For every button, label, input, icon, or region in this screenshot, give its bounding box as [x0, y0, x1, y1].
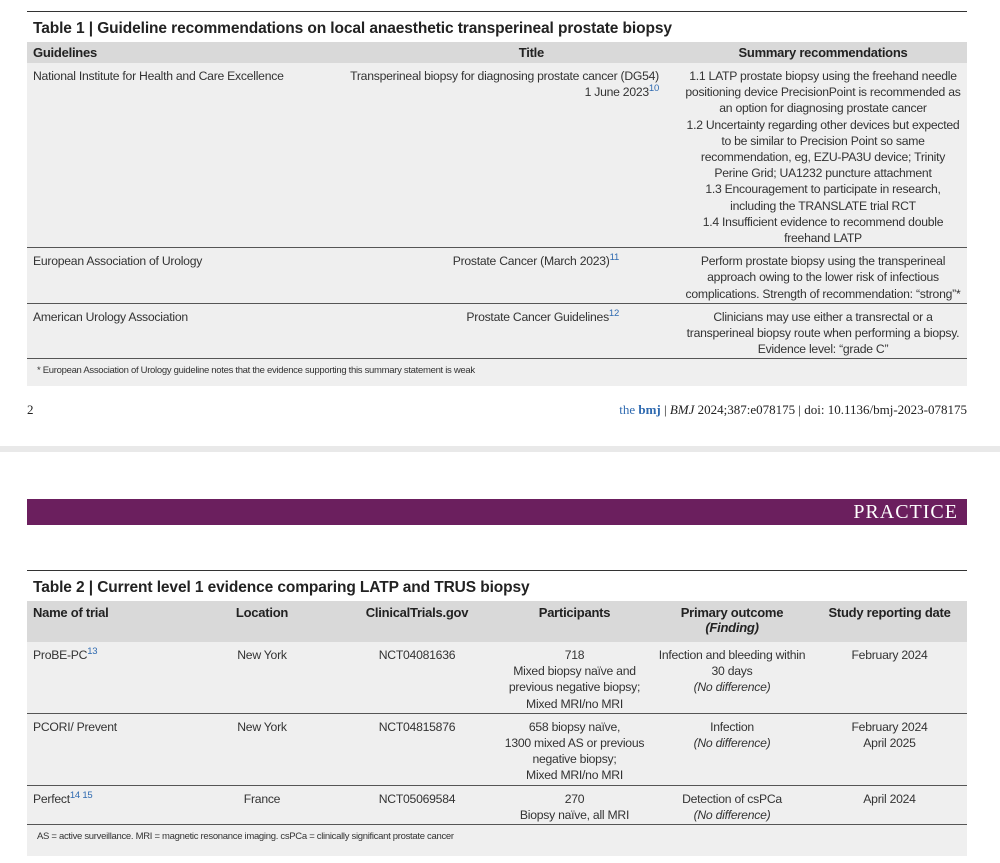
- journal-name: BMJ: [669, 402, 695, 417]
- header-location: Location: [187, 601, 337, 642]
- summary-item: 1.4 Insufficient evidence to recommend double freehand LATP: [702, 214, 944, 246]
- finding-text: (No difference): [693, 680, 771, 695]
- table-2: [27, 570, 967, 856]
- clinicaltrials-id: NCT05069584: [337, 785, 497, 824]
- outcome-cell: [652, 713, 812, 785]
- summary-item: 1.1 LATP prostate biopsy using the freehand needle positioning device PrecisionPoint is recommended as an option for diagnosing prostate cancer: [685, 69, 961, 116]
- participants-cell: [497, 713, 652, 785]
- finding-text: (No difference): [693, 736, 771, 751]
- guideline-cell: National Institute for Health and Care Excellence: [27, 63, 342, 248]
- header-guidelines: Guidelines: [27, 42, 342, 63]
- reference-link[interactable]: 13: [87, 646, 98, 657]
- citation: 2024;387:e078175 | doi: 10.1136/bmj-2023-078175: [697, 402, 967, 417]
- reference-link[interactable]: 10: [648, 83, 659, 95]
- clinicaltrials-id: NCT04081636: [337, 642, 497, 713]
- location-cell: New York: [187, 642, 337, 713]
- table-1: [27, 11, 967, 386]
- journal-logo-bmj: bmj: [638, 402, 661, 417]
- table-row: [27, 785, 967, 824]
- journal-logo-the: the: [619, 402, 636, 417]
- table-row: [27, 303, 967, 359]
- header-trial-name: Name of trial: [27, 601, 187, 642]
- table-1-footnote: * European Association of Urology guideline notes that the evidence supporting this summary statement is weak: [37, 365, 475, 377]
- header-title: Title: [342, 42, 679, 63]
- title-cell: [342, 248, 679, 304]
- location-cell: France: [187, 785, 337, 824]
- trial-name: PCORI/ Prevent: [33, 719, 117, 734]
- section-banner: [27, 499, 967, 525]
- date-cell: [812, 785, 967, 824]
- table-1-grid: [27, 42, 967, 359]
- date-cell: [812, 642, 967, 713]
- date-line: April 2025: [863, 736, 916, 751]
- participants-line: 1300 mixed AS or previous negative biopsy;: [504, 736, 645, 767]
- table-2-caption: Table 2 | Current level 1 evidence comparing LATP and TRUS biopsy: [27, 571, 967, 601]
- trial-name-cell: [27, 713, 187, 785]
- finding-text: (No difference): [693, 807, 771, 822]
- date-line: February 2024: [851, 719, 928, 734]
- title-text: Transperineal biopsy for diagnosing prostate cancer (DG54) 1 June 2023: [350, 69, 659, 100]
- outcome-text: Detection of csPCa: [682, 791, 782, 806]
- guideline-cell: European Association of Urology: [27, 248, 342, 304]
- header-finding-label: (Finding): [705, 620, 759, 635]
- running-footer: the bmj | BMJ 2024;387:e078175 | doi: 10.1136/bmj-2023-078175: [619, 402, 967, 417]
- summary-item: Perform prostate biopsy using the transperineal approach owing to the lower risk of infectious complications. Strength of recommendation: “strong”*: [685, 254, 961, 301]
- table-row: [27, 642, 967, 713]
- table-row: [27, 63, 967, 248]
- section-label: PRACTICE: [853, 501, 958, 523]
- guideline-cell: American Urology Association: [27, 303, 342, 359]
- date-line: April 2024: [863, 791, 916, 806]
- table-1-header-row: [27, 42, 967, 63]
- date-line: February 2024: [851, 648, 928, 662]
- table-1-caption: Table 1 | Guideline recommendations on local anaesthetic transperineal prostate biopsy: [27, 12, 967, 42]
- table-2-header-row: [27, 601, 967, 642]
- clinicaltrials-id: NCT04815876: [337, 713, 497, 785]
- participants-cell: [497, 785, 652, 824]
- table-2-grid: [27, 601, 967, 825]
- location-cell: New York: [187, 713, 337, 785]
- summary-item: 1.3 Encouragement to participate in research, including the TRANSLATE trial RCT: [705, 182, 941, 213]
- participants-line: Mixed biopsy naïve and previous negative biopsy;: [508, 664, 641, 695]
- title-text: Prostate Cancer (March 2023): [452, 254, 610, 269]
- page-2: [0, 452, 1000, 863]
- outcome-cell: [652, 642, 812, 713]
- participants-line: 718: [564, 648, 585, 662]
- summary-item: Clinicians may use either a transrectal or a transperineal biopsy route when performing a biopsy. Evidence level: “grade C”: [686, 309, 960, 357]
- outcome-text: Infection: [710, 719, 754, 734]
- header-primary-outcome: [652, 601, 812, 642]
- table-row: [27, 713, 967, 785]
- reference-link[interactable]: 14 15: [69, 789, 93, 801]
- summary-cell: [679, 63, 967, 248]
- page-number: 2: [27, 402, 34, 417]
- reference-link[interactable]: 11: [609, 252, 619, 264]
- participants-line: Biopsy naïve, all MRI: [519, 807, 630, 822]
- date-cell: [812, 713, 967, 785]
- participants-cell: [497, 642, 652, 713]
- reference-link[interactable]: 12: [608, 307, 619, 319]
- header-clinicaltrials: ClinicalTrials.gov: [337, 601, 497, 642]
- header-reporting-date: Study reporting date: [812, 601, 967, 642]
- table-row: [27, 248, 967, 304]
- summary-cell: [679, 248, 967, 304]
- outcome-text: Infection and bleeding within 30 days: [658, 648, 806, 679]
- table-2-footnote: AS = active surveillance. MRI = magnetic resonance imaging. csPCa = clinically significant prostate cancer: [37, 831, 454, 843]
- summary-item: 1.2 Uncertainty regarding other devices but expected to be similar to Precision Point so same recommendation, eg, EZU-PA3U device; Trinity Perine Grid; UA1232 puncture attachment: [686, 117, 960, 181]
- title-cell: [342, 303, 679, 359]
- summary-cell: [679, 303, 967, 359]
- title-text: Prostate Cancer Guidelines: [466, 309, 609, 324]
- header-participants: Participants: [497, 601, 652, 642]
- header-outcome-label: Primary outcome: [680, 605, 784, 620]
- header-summary: Summary recommendations: [679, 42, 967, 63]
- participants-line: Mixed MRI/no MRI: [526, 768, 623, 783]
- trial-name: ProBE-PC: [33, 648, 88, 662]
- participants-line: 270: [564, 791, 585, 806]
- trial-name-cell: [27, 642, 187, 713]
- participants-line: 658 biopsy naïve,: [528, 719, 621, 734]
- outcome-cell: [652, 785, 812, 824]
- trial-name-cell: [27, 785, 187, 824]
- participants-line: Mixed MRI/no MRI: [526, 696, 623, 711]
- trial-name: Perfect: [33, 791, 70, 806]
- title-cell: [342, 63, 679, 248]
